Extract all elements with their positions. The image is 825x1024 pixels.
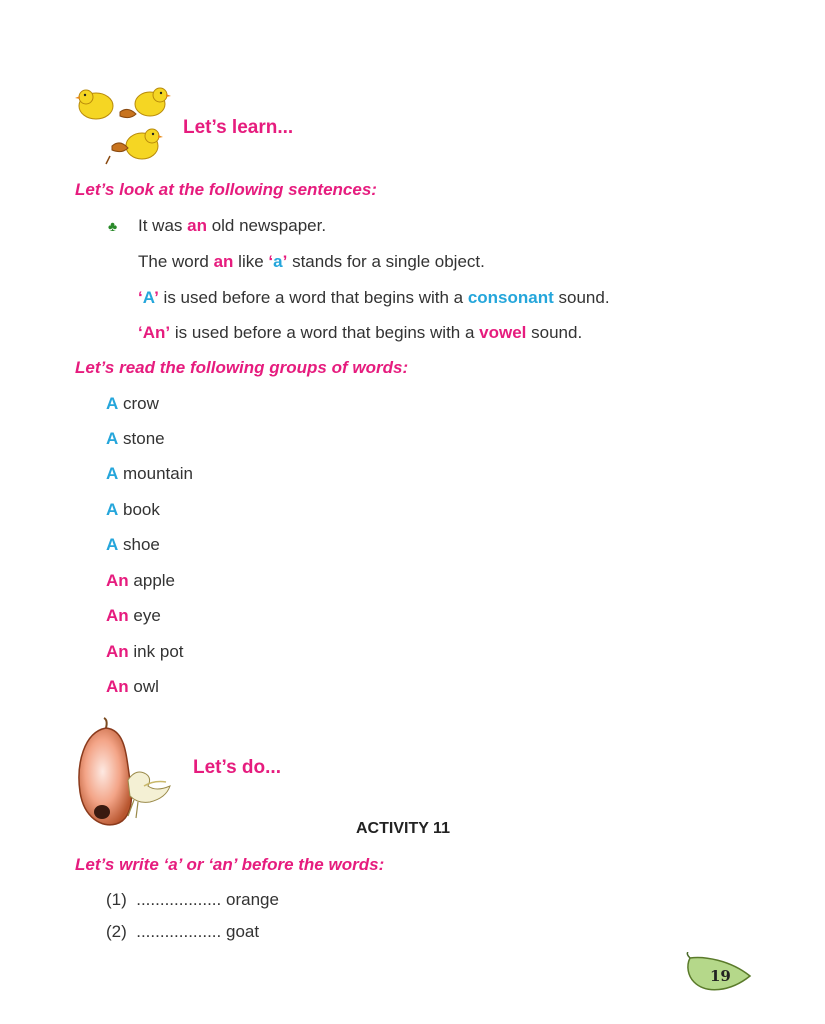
word-text: owl: [133, 677, 159, 696]
lets-do-title: Let’s do...: [193, 757, 281, 778]
word-article: A: [106, 535, 119, 554]
line1-post: old newspaper.: [206, 216, 327, 235]
gourd-bird-illustration: [72, 716, 182, 832]
activity-heading: [75, 855, 384, 875]
chicks-illustration: [72, 84, 176, 166]
line2-post: stands for a single object.: [287, 252, 485, 271]
word-text: eye: [133, 606, 161, 625]
word-article: A: [106, 464, 119, 483]
page-number: 19: [710, 967, 731, 985]
sentences-heading-text: Let’s look at the following sentences: [75, 180, 372, 199]
sentence-line-4: [138, 323, 582, 343]
activity-heading-text: Let’s write ‘a’ or ‘an’ before the words: [75, 855, 379, 874]
word-text: book: [123, 500, 160, 519]
line4-quote-open: ‘: [138, 323, 143, 342]
line2-mid: like: [233, 252, 269, 271]
word-article: An: [106, 606, 129, 625]
word-list-item: [106, 642, 184, 662]
word-list-item: [106, 535, 160, 555]
answer-blank[interactable]: ..................: [136, 922, 222, 941]
word-article: A: [106, 500, 119, 519]
sentence-line-1: [138, 216, 326, 236]
activity-item: [106, 922, 259, 942]
groups-heading-text: Let’s read the following groups of words: [75, 358, 403, 377]
word-text: apple: [133, 571, 176, 590]
word-list-item: [106, 677, 159, 697]
word-list-item: [106, 429, 165, 449]
word-list-item: [106, 394, 159, 414]
activity-item-number: (1): [106, 890, 127, 909]
line4-article-an: An: [142, 323, 166, 342]
answer-blank[interactable]: ..................: [136, 890, 222, 909]
line4-vowel: vowel: [479, 323, 527, 342]
groups-heading: [75, 358, 408, 378]
activity-title: ACTIVITY 11: [356, 820, 450, 837]
sentences-heading-colon: :: [371, 180, 377, 199]
word-text: crow: [123, 394, 159, 413]
activity-item: [106, 890, 279, 910]
word-list-item: [106, 606, 161, 626]
line1-pre: It was: [138, 216, 188, 235]
activity-item-word: orange: [226, 890, 279, 909]
word-text: mountain: [123, 464, 193, 483]
line2-pre: The word: [138, 252, 214, 271]
line2-article-an: an: [213, 252, 234, 271]
line3-quote-close: ’: [154, 288, 159, 307]
word-text: shoe: [123, 535, 160, 554]
word-article: An: [106, 677, 129, 696]
word-list-item: [106, 571, 175, 591]
line3-quote-open: ‘: [138, 288, 143, 307]
line3-article-a: A: [142, 288, 155, 307]
line2-quote-open: ‘: [268, 252, 274, 271]
sentences-heading: [75, 180, 377, 200]
line2-article-a: a: [273, 252, 283, 271]
lets-learn-title: Let’s learn...: [183, 117, 294, 138]
activity-heading-colon: :: [378, 855, 385, 874]
line4-post: sound.: [526, 323, 583, 342]
club-bullet-icon: ♣: [108, 218, 118, 234]
line3-post: sound.: [553, 288, 610, 307]
line4-quote-close: ’: [165, 323, 171, 342]
line3-mid: is used before a word that begins with a: [158, 288, 468, 307]
word-text: ink pot: [133, 642, 184, 661]
groups-heading-colon: :: [402, 358, 409, 377]
word-article: A: [106, 394, 119, 413]
word-article: An: [106, 642, 129, 661]
activity-item-number: (2): [106, 922, 127, 941]
line1-article: an: [187, 216, 207, 235]
line4-mid: is used before a word that begins with a: [170, 323, 480, 342]
activity-item-word: goat: [226, 922, 260, 941]
sentence-line-3: [138, 288, 610, 308]
word-article: An: [106, 571, 129, 590]
word-list-item: [106, 500, 160, 520]
line3-consonant: consonant: [467, 288, 554, 307]
sentence-line-2: [138, 252, 485, 272]
word-list-item: [106, 464, 193, 484]
line2-quote-close: ’: [282, 252, 288, 271]
word-text: stone: [123, 429, 165, 448]
word-article: A: [106, 429, 119, 448]
